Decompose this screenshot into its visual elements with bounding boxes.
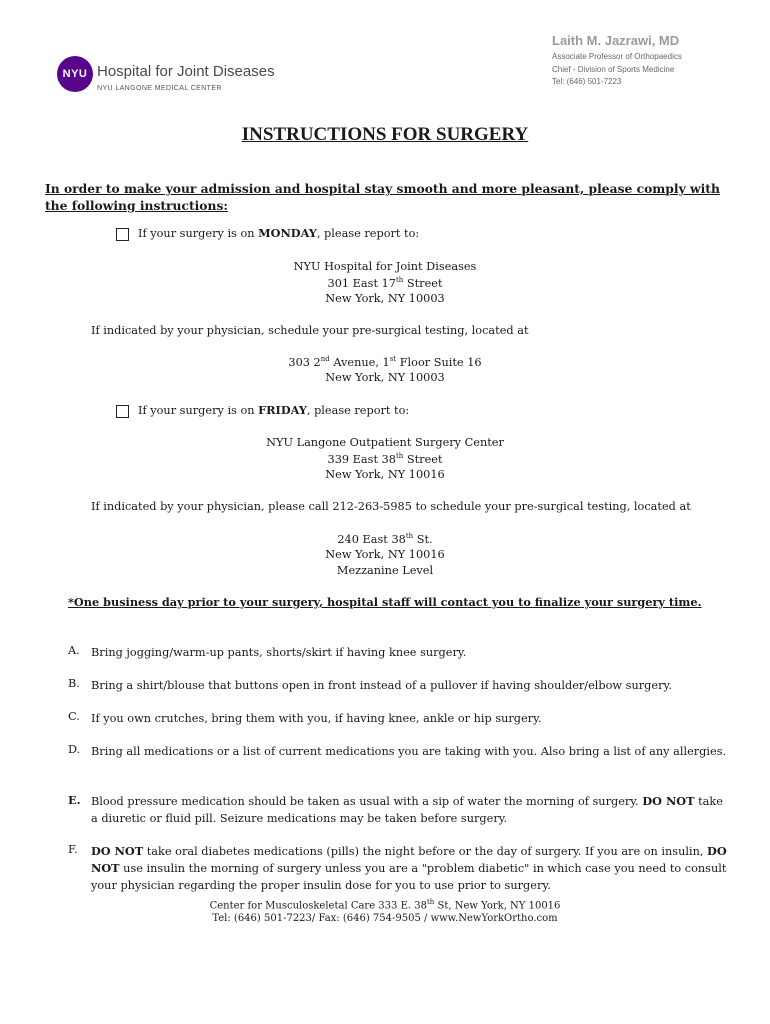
hospital-logo-subtitle: NYU LANGONE MEDICAL CENTER <box>97 85 222 92</box>
doctor-division: Chief - Division of Sports Medicine <box>552 65 675 74</box>
nyu-logo-mark: NYU <box>57 56 93 92</box>
list-item-letter: F. <box>68 843 78 856</box>
intro-instructions: In order to make your admission and hospital stay smooth and more pleasant, please comply with the following instructions: <box>45 181 720 213</box>
footer-address: Center for Musculoskeletal Care 333 E. 38th St, New York, NY 10016 <box>209 898 561 912</box>
list-item: Bring a shirt/blouse that buttons open in front instead of a pullover if having shoulder/elbow surgery. <box>91 679 672 692</box>
list-item: DO NOT take oral diabetes medications (pills) the night before or the day of surgery. If you are on insulin, DO NOT use insulin the morning of surgery unless you are a "problem diabetic" in which case you need to consult your physician regarding the proper insulin dose for you to use prior to surgery. <box>91 844 727 892</box>
monday-testing-city: New York, NY 10003 <box>325 371 445 384</box>
friday-testing-level: Mezzanine Level <box>336 564 434 577</box>
list-item-letter: D. <box>68 743 81 756</box>
monday-checkbox[interactable] <box>116 228 129 241</box>
list-item: If you own crutches, bring them with you, if having knee, ankle or hip surgery. <box>91 712 542 725</box>
doctor-title: Associate Professor of Orthopaedics <box>552 52 682 61</box>
list-item-letter: E. <box>68 793 81 807</box>
friday-checkbox[interactable] <box>116 405 129 418</box>
monday-testing-address: 303 2nd Avenue, 1st Floor Suite 16 <box>288 355 482 369</box>
footer-contact: Tel: (646) 501-7223/ Fax: (646) 754-9505 / www.NewYorkOrtho.com <box>212 913 558 924</box>
list-item-letter: B. <box>68 677 80 690</box>
business-day-note: *One business day prior to your surgery, hospital staff will contact you to finalize your surgery time. <box>68 595 702 609</box>
monday-location-name: NYU Hospital for Joint Diseases <box>293 260 477 273</box>
friday-location-city: New York, NY 10016 <box>325 468 445 481</box>
list-item-letter: A. <box>68 644 80 657</box>
list-item: Bring jogging/warm-up pants, shorts/skirt if having knee surgery. <box>91 646 467 659</box>
friday-location-name: NYU Langone Outpatient Surgery Center <box>266 436 504 449</box>
friday-testing-address: 240 East 38th St. <box>337 532 433 546</box>
friday-testing-city: New York, NY 10016 <box>325 548 445 561</box>
list-item-letter: C. <box>68 710 80 723</box>
doctor-name: Laith M. Jazrawi, MD <box>552 33 680 48</box>
monday-location-city: New York, NY 10003 <box>325 292 445 305</box>
doctor-phone: Tel: (646) 501-7223 <box>552 77 622 86</box>
friday-option-label: If your surgery is on FRIDAY, please report to: <box>138 403 410 417</box>
page-title: INSTRUCTIONS FOR SURGERY <box>241 124 529 145</box>
friday-location-street: 339 East 38th Street <box>327 452 443 466</box>
monday-testing-text: If indicated by your physician, schedule your pre-surgical testing, located at <box>91 324 529 337</box>
monday-option-label: If your surgery is on MONDAY, please report to: <box>138 226 420 240</box>
monday-location-street: 301 East 17th Street <box>327 276 443 290</box>
friday-testing-text: If indicated by your physician, please call 212-263-5985 to schedule your pre-surgical testing, located at <box>91 500 691 513</box>
list-item: Blood pressure medication should be taken as usual with a sip of water the morning of surgery. DO NOT take a diuretic or fluid pill. Seizure medications may be taken before surgery. <box>91 794 723 825</box>
list-item: Bring all medications or a list of current medications you are taking with you. Also bring a list of any allergies. <box>91 745 727 758</box>
hospital-logo-name: Hospital for Joint Diseases <box>97 63 275 80</box>
